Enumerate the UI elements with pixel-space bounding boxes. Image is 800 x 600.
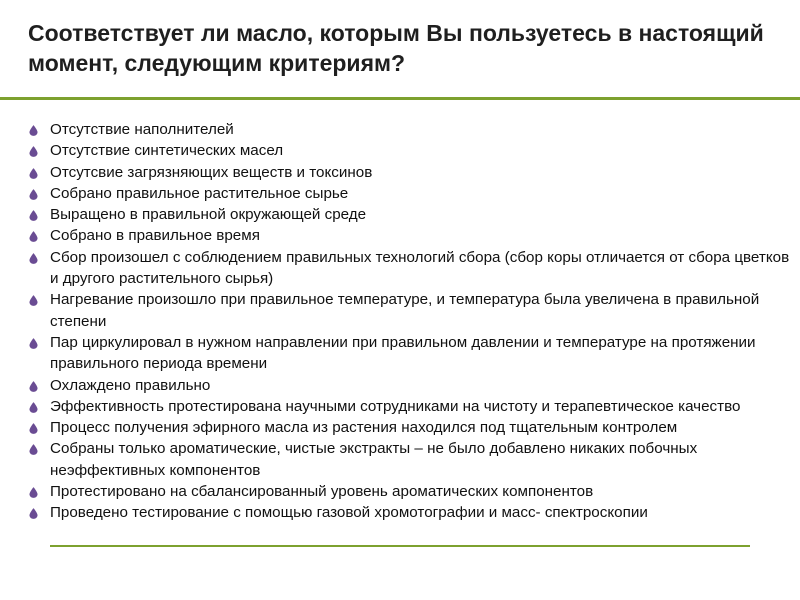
drop-icon bbox=[29, 381, 38, 392]
list-item-text: Проведено тестирование с помощью газовой хромотографии и масс- спектроскопии bbox=[50, 504, 648, 522]
bottom-divider bbox=[50, 545, 750, 547]
drop-icon bbox=[29, 508, 38, 519]
drop-icon bbox=[29, 338, 38, 349]
list-item-text: Сбор произошел с соблюдением правильных технологий сбора (сбор коры отличается от сбора цветков и другого растительного сырья) bbox=[50, 248, 790, 288]
list-item bbox=[27, 396, 795, 417]
list-item bbox=[27, 481, 795, 502]
list-item bbox=[27, 502, 795, 523]
list-item-text: Пар циркулировал в нужном направлении при правильном давлении и температуре на протяжении правильного периода времени bbox=[50, 333, 756, 373]
list-item bbox=[27, 183, 795, 204]
list-item bbox=[27, 332, 795, 375]
drop-icon bbox=[29, 423, 38, 434]
list-item-text: Эффективность протестирована научными сотрудниками на чистоту и терапевтическое качество bbox=[50, 397, 741, 415]
list-item-text: Собраны только ароматические, чистые экстракты – не было добавлено никаких побочных неэффективных компонентов bbox=[50, 440, 698, 479]
list-item bbox=[27, 438, 795, 481]
title-divider bbox=[0, 97, 800, 100]
drop-icon bbox=[29, 231, 38, 242]
list-item-text: Собрано правильное растительное сырье bbox=[50, 184, 349, 202]
list-item bbox=[27, 417, 795, 438]
page-title: Соответствует ли масло, которым Вы пользуетесь в настоящий момент, следующим критериям? bbox=[28, 20, 764, 76]
list-item bbox=[27, 375, 795, 396]
list-item-text: Отсутсвие загрязняющих веществ и токсинов bbox=[50, 163, 373, 181]
drop-icon bbox=[29, 168, 38, 179]
list-item bbox=[27, 225, 795, 246]
drop-icon bbox=[29, 253, 38, 264]
list-item bbox=[27, 162, 795, 183]
list-item-text: Охлаждено правильно bbox=[50, 376, 211, 394]
drop-icon bbox=[29, 402, 38, 413]
list-item-text: Собрано в правильное время bbox=[50, 227, 260, 245]
list-item bbox=[27, 289, 795, 332]
drop-icon bbox=[29, 444, 38, 455]
list-item-text: Протестировано на сбалансированный уровень ароматических компонентов bbox=[50, 483, 594, 501]
list-item bbox=[27, 204, 795, 225]
list-item bbox=[27, 140, 795, 161]
list-item bbox=[27, 247, 795, 290]
list-item bbox=[27, 119, 795, 140]
list-item-text: Нагревание произошло при правильное температуре, и температура была увеличена в правильной степени bbox=[50, 291, 760, 330]
drop-icon bbox=[29, 146, 38, 157]
drop-icon bbox=[29, 189, 38, 200]
list-item-text: Отсутствие наполнителей bbox=[50, 121, 234, 138]
drop-icon bbox=[29, 125, 38, 136]
criteria-list bbox=[27, 119, 795, 524]
list-item-text: Отсутствие синтетических масел bbox=[50, 142, 284, 160]
list-item-text: Выращено в правильной окружающей среде bbox=[50, 206, 367, 224]
drop-icon bbox=[29, 295, 38, 306]
drop-icon bbox=[29, 210, 38, 221]
drop-icon bbox=[29, 487, 38, 498]
list-item-text: Процесс получения эфирного масла из растения находился под тщательным контролем bbox=[50, 419, 678, 437]
